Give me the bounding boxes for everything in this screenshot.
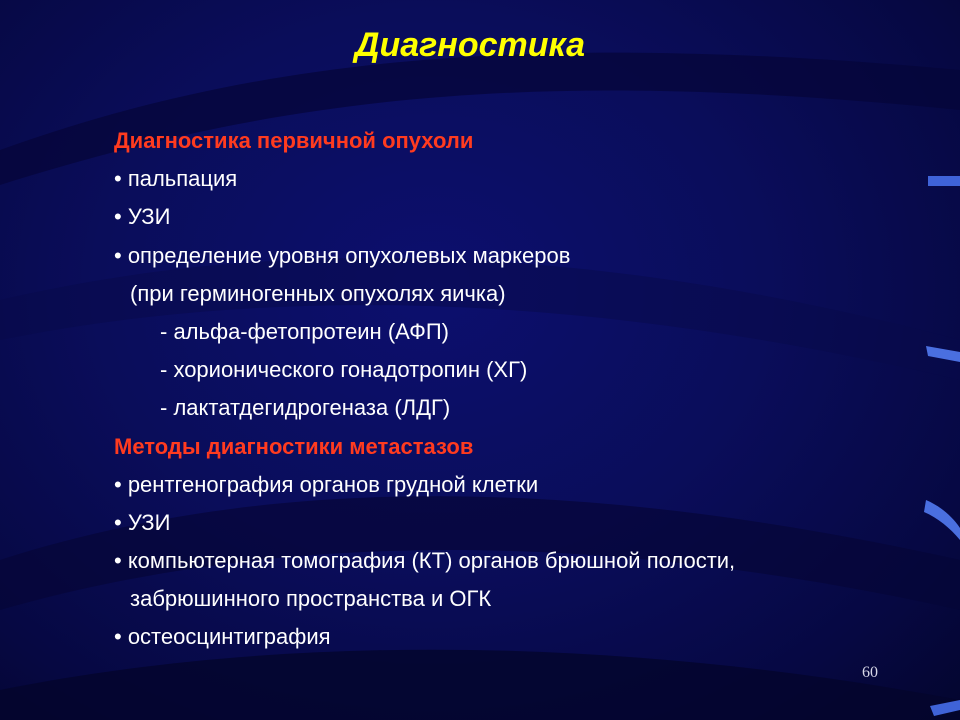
edge-accent-3 <box>924 500 960 540</box>
list-item: • определение уровня опухолевых маркеров <box>114 242 571 268</box>
list-item: • УЗИ <box>114 204 171 230</box>
page-number: 60 <box>862 664 878 681</box>
list-item-continuation: (при герминогенных опухолях яичка) <box>130 280 506 306</box>
edge-accent-1 <box>928 176 960 186</box>
list-item: • остеосцинтиграфия <box>114 624 331 650</box>
sub-list-item: - лактатдегидрогеназа (ЛДГ) <box>160 395 451 421</box>
slide-title: Диагностика <box>354 26 586 64</box>
sub-list-item: - хорионического гонадотропин (ХГ) <box>160 357 528 383</box>
slide-content <box>114 122 914 657</box>
list-item: • рентгенография органов грудной клетки <box>114 471 539 497</box>
list-item: • УЗИ <box>114 509 171 535</box>
list-item: • пальпация <box>114 166 238 192</box>
swoosh-bottom <box>0 650 960 720</box>
sub-list-item: - альфа-фетопротеин (АФП) <box>160 318 449 344</box>
section-heading-primary-tumor: Диагностика первичной опухоли <box>114 128 474 153</box>
list-item-continuation: забрюшинного пространства и ОГК <box>130 586 492 612</box>
list-item: • компьютерная томография (КТ) органов брюшной полости, <box>114 548 736 574</box>
section-heading-metastases: Методы диагностики метастазов <box>114 433 474 459</box>
